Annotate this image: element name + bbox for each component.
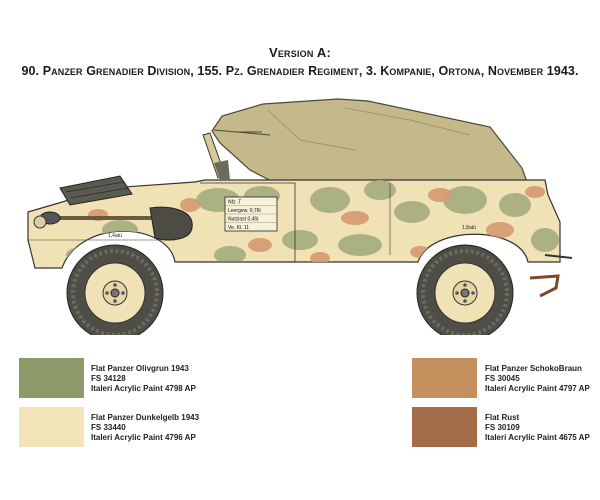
plate-line: Leergew. 0,76t — [228, 208, 261, 214]
color-name: Flat Panzer Olivgrun 1943 — [91, 364, 189, 373]
unit-caption: 90. Panzer Grenadier Division, 155. Pz. Grenadier Regiment, 3. Kompanie, Ortona, November 1943. — [21, 64, 579, 78]
color-legend-schokobraun — [485, 364, 590, 394]
canvas-top — [212, 99, 527, 185]
rear-wheel — [417, 245, 513, 335]
color-swatch-olivgrun — [19, 358, 84, 398]
color-swatch-rust — [412, 407, 477, 447]
color-legend-rust — [485, 413, 590, 443]
color-fs: FS 30109 — [485, 423, 520, 432]
color-name: Flat Panzer Dunkelgelb 1943 — [91, 413, 200, 422]
color-swatch-dunkelgelb — [19, 407, 84, 447]
plate-line: Ve. Kl. 11 — [228, 225, 250, 231]
front-wheel — [67, 245, 163, 335]
color-fs: FS 33440 — [91, 423, 126, 432]
color-paint: Italeri Acrylic Paint 4796 AP — [91, 433, 196, 442]
color-legend-dunkelgelb — [91, 413, 199, 443]
color-fs: FS 34128 — [91, 374, 126, 383]
color-paint: Italeri Acrylic Paint 4675 AP — [485, 433, 590, 442]
plate-line: Nfz .T — [228, 199, 242, 206]
color-name: Flat Panzer SchokoBraun — [485, 364, 582, 373]
color-name: Flat Rust — [485, 413, 520, 422]
front-tyre-pressure: 1,4atü — [108, 233, 122, 239]
data-plate — [225, 197, 277, 231]
color-paint: Italeri Acrylic Paint 4798 AP — [91, 384, 196, 393]
color-fs: FS 30045 — [485, 374, 520, 383]
vehicle-illustration — [0, 85, 600, 335]
color-paint: Italeri Acrylic Paint 4797 AP — [485, 384, 590, 393]
rear-tyre-pressure: 1,8atü — [462, 225, 476, 231]
version-title: Version A: — [268, 45, 332, 60]
color-swatch-schokobraun — [412, 358, 477, 398]
plate-line: Nutzlast 0,45t — [228, 216, 259, 223]
color-legend-olivgrun — [91, 364, 196, 394]
